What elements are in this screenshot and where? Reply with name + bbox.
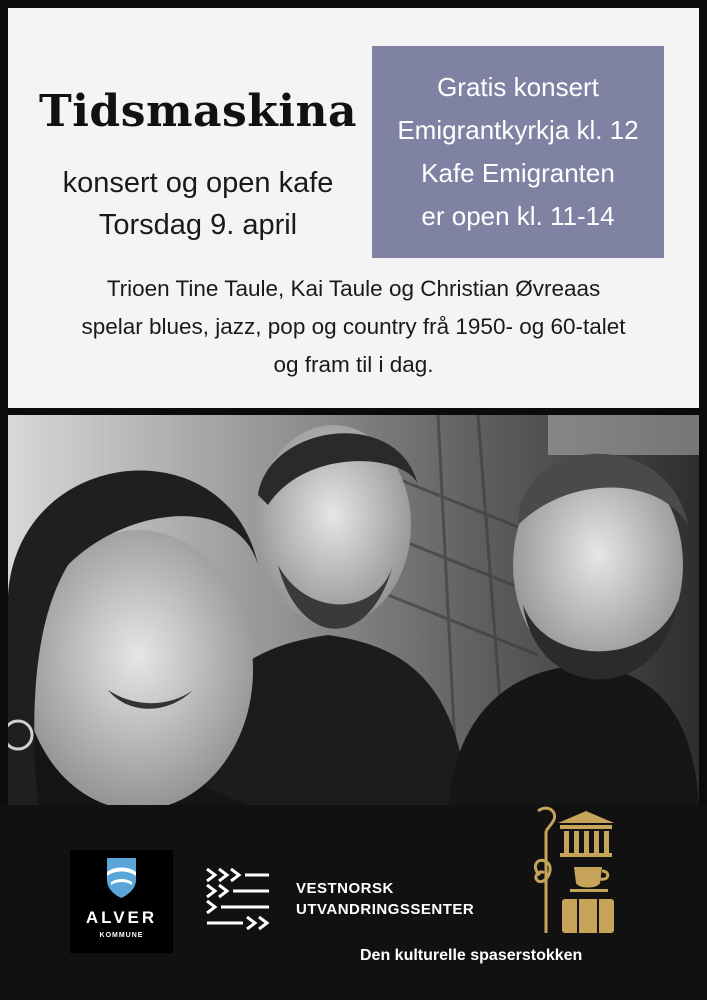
subtitle-line-1: konsert og open kafe <box>62 167 334 199</box>
header-panel <box>8 8 699 408</box>
description-line-3: og fram til i dag. <box>273 352 434 377</box>
info-line-2: Emigrantkyrkja kl. 12 <box>397 115 639 145</box>
info-box <box>372 46 664 258</box>
vestnorsk-arrows-icon <box>203 863 273 933</box>
info-line-1: Gratis konsert <box>437 72 599 102</box>
alver-name: ALVER <box>85 908 158 927</box>
vestnorsk-line-2: UTVANDRINGSSENTER <box>296 901 475 918</box>
info-line-3: Kafe Emigranten <box>421 158 615 188</box>
walking-stick-icon <box>518 805 618 935</box>
alver-sub: KOMMUNE <box>99 932 144 939</box>
description-line-1: Trioen Tine Taule, Kai Taule og Christian Øvreaas <box>106 276 601 301</box>
spaserstokken-tagline: Den kulturelle spaserstokken <box>360 947 583 964</box>
alver-logo <box>70 850 173 953</box>
footer <box>0 805 707 1000</box>
info-line-4: er open kl. 11-14 <box>421 201 615 231</box>
vestnorsk-name <box>296 878 474 920</box>
event-description <box>28 270 679 384</box>
event-subtitle <box>30 162 366 246</box>
vestnorsk-line-1: VESTNORSK <box>296 880 394 897</box>
event-title: Tidsmaskina <box>38 86 358 137</box>
band-photo <box>8 415 699 805</box>
subtitle-line-2: Torsdag 9. april <box>98 209 298 241</box>
alver-crest-icon <box>70 850 173 906</box>
band-photo-illustration <box>8 415 699 805</box>
description-line-2: spelar blues, jazz, pop og country frå 1950- og 60-talet <box>81 314 626 339</box>
